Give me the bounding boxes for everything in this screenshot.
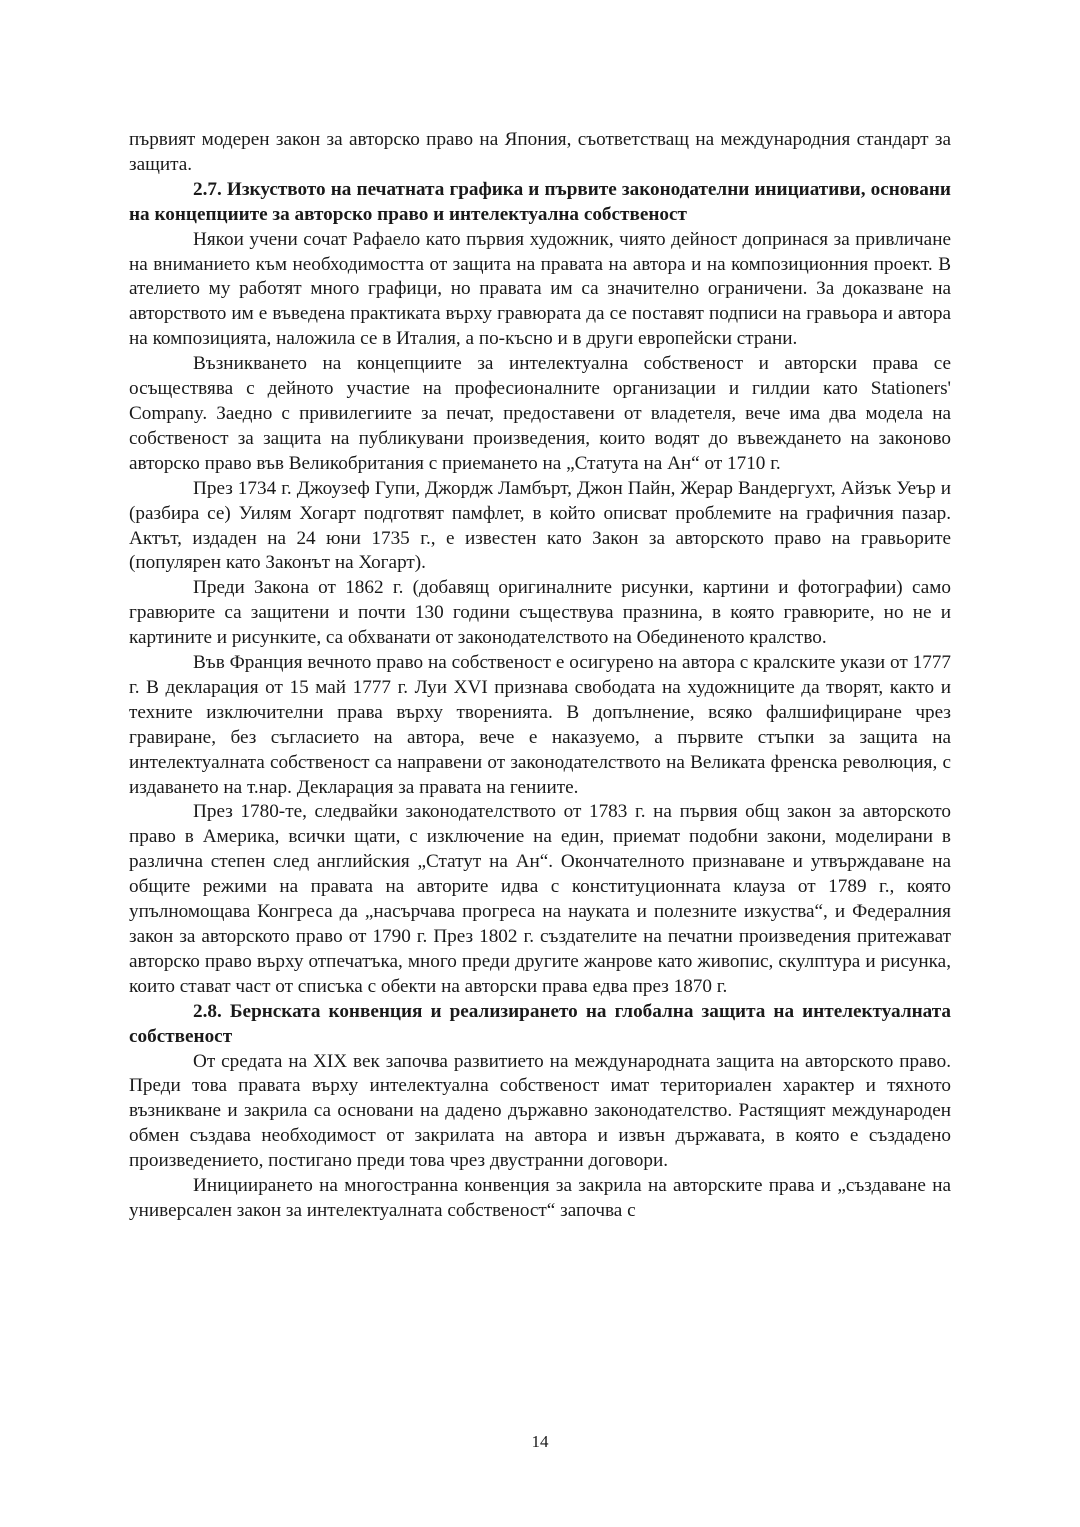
paragraph-1734-pamphlet: През 1734 г. Джоузеф Гупи, Джордж Ламбърт, Джон Пайн, Жерар Вандергухт, Айзък Уеър и (разбира се) Уилям Хогарт подготвят памфлет, в който описват проблемите на графичния пазар. Актът, издаден на 24 юни 1735 г., е известен като Закон за авторското право на гравьорите (популярен като Законът на Хогарт). [129,477,951,574]
page-body [129,128,951,1224]
section-heading-2-7: 2.7. Изкуството на печатната графика и първите законодателни инициативи, основани на концепциите за авторско право и интелектуална собственост [129,178,951,225]
paragraph-america: През 1780-те, следвайки законодателството от 1783 г. на първия общ закон за авторското право в Америка, всички щати, с изключение на един, приемат подобни закони, моделирани в различна степен след английския „Статут на Ан“. Окончателното признаване и утвърждаване на общите режими на правата на авторите идва с конституционната клауза от 1789 г., която упълномощава Конгреса да „насърчава прогреса на науката и полезните изкуства“, и Федералния закон за авторското право от 1790 г. През 1802 г. създателите на печатни произведения притежават авторско право върху отпечатъка, много преди другите жанрове като живопис, скулптура и рисунка, които стават част от списъка с обекти на авторски права едва през 1870 г. [129,801,951,997]
paragraph-raphael: Някои учени сочат Рафаело като първия художник, чиято дейност допринася за привличане на вниманието към необходимостта от защита на правата на автора и на композиционния проект. В ателието му работят много графици, но правата им са значително ограничени. За доказване на авторството им е въведена практиката върху гравюрата да се поставят подписи на гравьора и автора на композицията, наложила се в Италия, а по-късно и в други европейски страни. [129,228,951,350]
page-number: 14 [531,1432,549,1451]
paragraph-concepts-origin: Възникването на концепциите за интелектуална собственост и авторски права се осъществява с дейното участие на професионалните организации и гилдии като Stationers' Company. Заедно с привилегиите за печат, предоставени от владетеля, вече има два модела на собственост за защита на публикувани произведения, които водят до въвеждането на законово авторско право във Великобритания с приемането на „Статута на Ан“ от 1710 г. [129,353,951,474]
paragraph-continuation: първият модерен закон за авторско право на Япония, съответстващ на международния стандарт за защита. [129,129,951,175]
paragraph-france: Във Франция вечното право на собственост е осигурено на автора с кралските укази от 1777 г. В декларация от 15 май 1777 г. Луи XVI признава свободата на художниците да творят, както и техните изключителни права върху творенията. В допълнение, всяко фалшифициране чрез гравиране, без съгласието на автора, вече е наказуемо, а първите стъпки за защита на интелектуалната собственост са направени от законодателството на Великата френска революция, с издаването на т.нар. Декларация за правата на гениите. [129,652,951,798]
paragraph-multilateral-convention: Инициирането на многостранна конвенция за закрила на авторските права и „създаване на универсален закон за интелектуалната собственост“ започва с [129,1175,951,1221]
section-heading-2-8: 2.8. Бернската конвенция и реализирането на глобална защита на интелектуалната собственост [129,1000,951,1047]
paragraph-1862-law: Преди Закона от 1862 г. (добавящ оригиналните рисунки, картини и фотографии) само гравюрите са защитени и почти 130 години съществува празнина, в която гравюрите, но не и картините и рисунките, са обхванати от законодателството на Обединеното кралство. [129,577,951,649]
paragraph-international-protection: От средата на XIX век започва развитието на международната защита на авторското право. Преди това правата върху интелектуална собственост имат териториален характер и тяхното възникване и закрила са основани на дадено държавно законодателство. Растящият международен обмен създава необходимост от закрилата на автора и извън държавата, в която е създадено произведението, постигано преди това чрез двустранни договори. [129,1050,951,1172]
